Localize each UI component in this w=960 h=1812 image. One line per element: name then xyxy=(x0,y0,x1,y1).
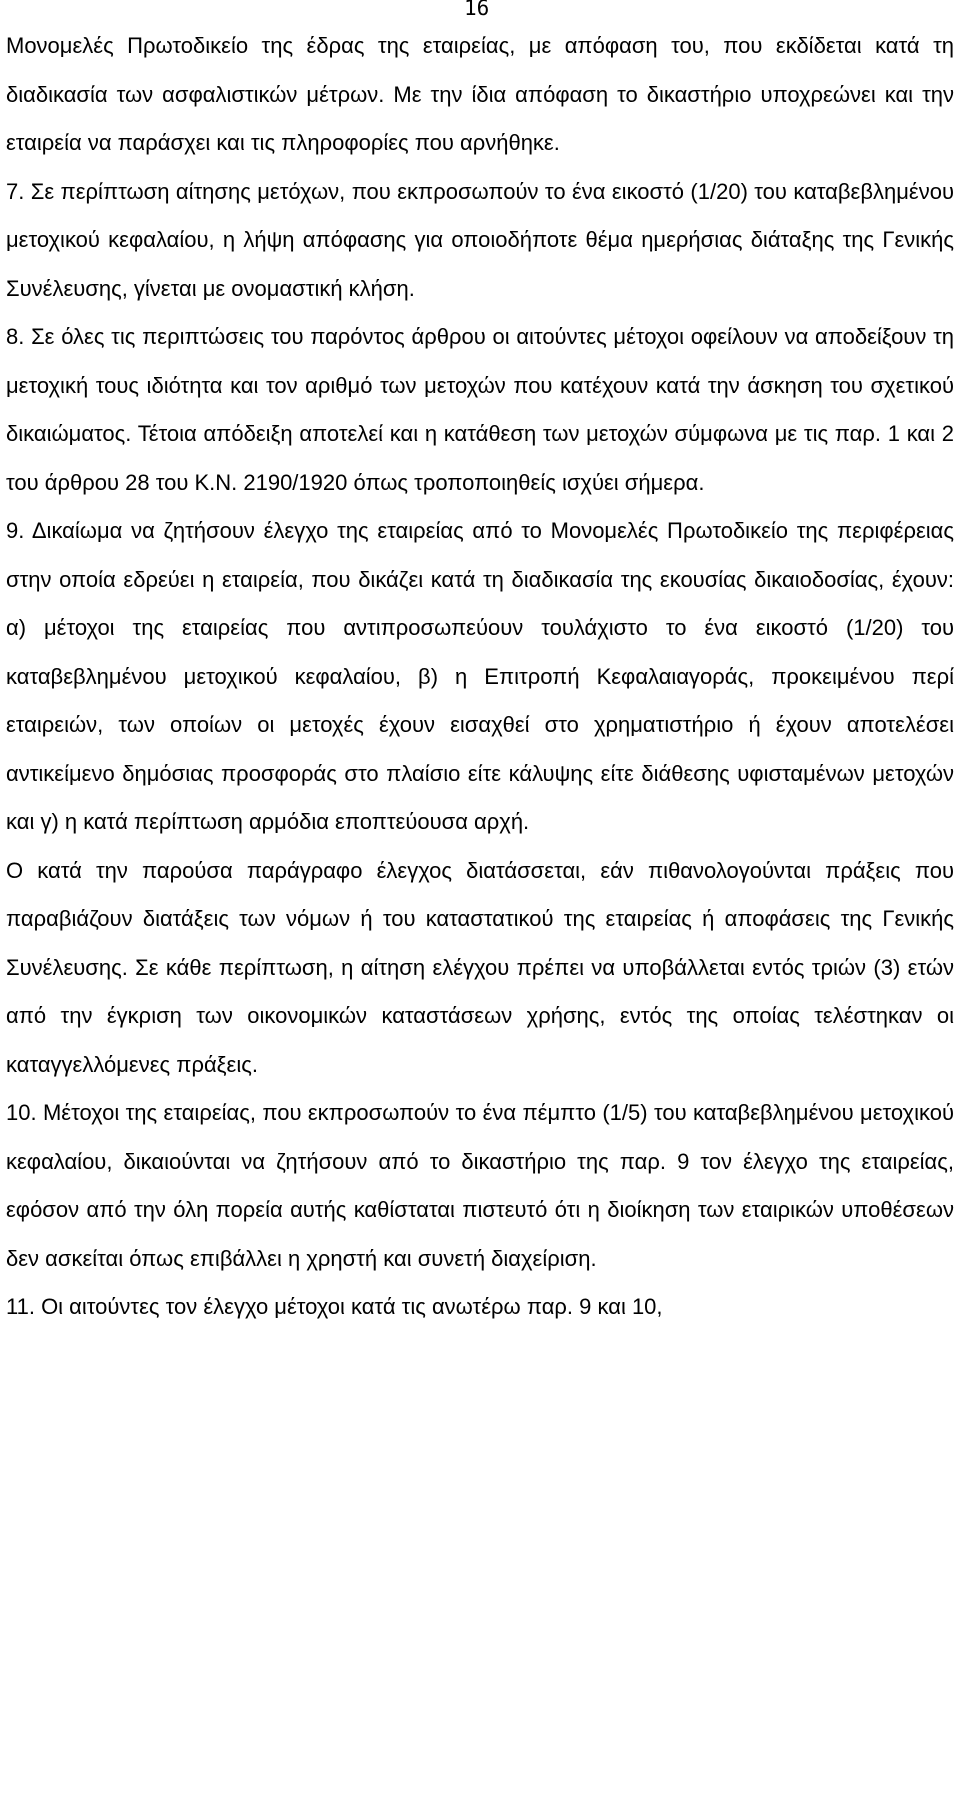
paragraph-11: 11. Οι αιτούντες τον έλεγχο μέτοχοι κατά τις ανωτέρω παρ. 9 και 10, xyxy=(6,1294,663,1319)
paragraph-continuation: Μονομελές Πρωτοδικείο της έδρας της εταιρείας, με απόφαση του, που εκδίδεται κατά τη διαδικασία των ασφαλιστικών μέτρων. Με την ίδια απόφαση το δικαστήριο υποχρεώνει και την εταιρεία να παράσχει και τις πληροφορίες που αρνήθηκε. xyxy=(6,33,954,155)
paragraph-10: 10. Μέτοχοι της εταιρείας, που εκπροσωπούν το ένα πέμπτο (1/5) του καταβεβλημένου μετοχικού κεφαλαίου, δικαιούνται να ζητήσουν από το δικαστήριο της παρ. 9 τον έλεγχο της εταιρείας, εφόσον από την όλη πορεία αυτής καθίσταται πιστευτό ότι η διοίκηση των εταιρικών υποθέσεων δεν ασκείται όπως επιβάλλει η χρηστή και συνετή διαχείριση. xyxy=(6,1100,954,1271)
paragraph-9: 9. Δικαίωμα να ζητήσουν έλεγχο της εταιρείας από το Μονομελές Πρωτοδικείο της περιφέρειας στην οποία εδρεύει η εταιρεία, που δικάζει κατά τη διαδικασία της εκουσίας δικαιοδοσίας, έχουν: α) μέτοχοι της εταιρείας που αντιπροσωπεύουν τουλάχιστο το ένα εικοστό (1/20) του καταβεβλημένου μετοχικού κεφαλαίου, β) η Επιτροπή Κεφαλαιαγοράς, προκειμένου περί εταιρειών, των οποίων οι μετοχές έχουν εισαχθεί στο χρηματιστήριο ή έχουν αποτελέσει αντικείμενο δημόσιας προσφοράς στο πλαίσιο είτε κάλυψης είτε διάθεσης υφισταμένων μετοχών και γ) η κατά περίπτωση αρμόδια εποπτεύουσα αρχή. xyxy=(6,518,954,834)
document-body xyxy=(6,22,954,1332)
paragraph-7: 7. Σε περίπτωση αίτησης μετόχων, που εκπροσωπούν το ένα εικοστό (1/20) του καταβεβλημένου μετοχικού κεφαλαίου, η λήψη απόφασης για οποιοδήποτε θέμα ημερήσιας διάταξης της Γενικής Συνέλευσης, γίνεται με ονομαστική κλήση. xyxy=(6,178,954,301)
page-number: 16 xyxy=(464,0,490,20)
paragraph-8: 8. Σε όλες τις περιπτώσεις του παρόντος άρθρου οι αιτούντες μέτοχοι οφείλουν να αποδείξουν τη μετοχική τους ιδιότητα και τον αριθμό των μετοχών που κατέχουν κατά την άσκηση του σχετικού δικαιώματος. Τέτοια απόδειξη αποτελεί και η κατάθεση των μετοχών σύμφωνα με τις παρ. 1 και 2 του άρθρου 28 του Κ.Ν. 2190/1920 όπως τροποποιηθείς ισχύει σήμερα. xyxy=(6,324,954,495)
paragraph-9-continued: Ο κατά την παρούσα παράγραφο έλεγχος διατάσσεται, εάν πιθανολογούνται πράξεις που παραβιάζουν διατάξεις των νόμων ή του καταστατικού της εταιρείας ή αποφάσεις της Γενικής Συνέλευσης. Σε κάθε περίπτωση, η αίτηση ελέγχου πρέπει να υποβάλλεται εντός τριών (3) ετών από την έγκριση των οικονομικών καταστάσεων χρήσης, εντός της οποίας τελέστηκαν οι καταγγελλόμενες πράξεις. xyxy=(6,857,954,1077)
